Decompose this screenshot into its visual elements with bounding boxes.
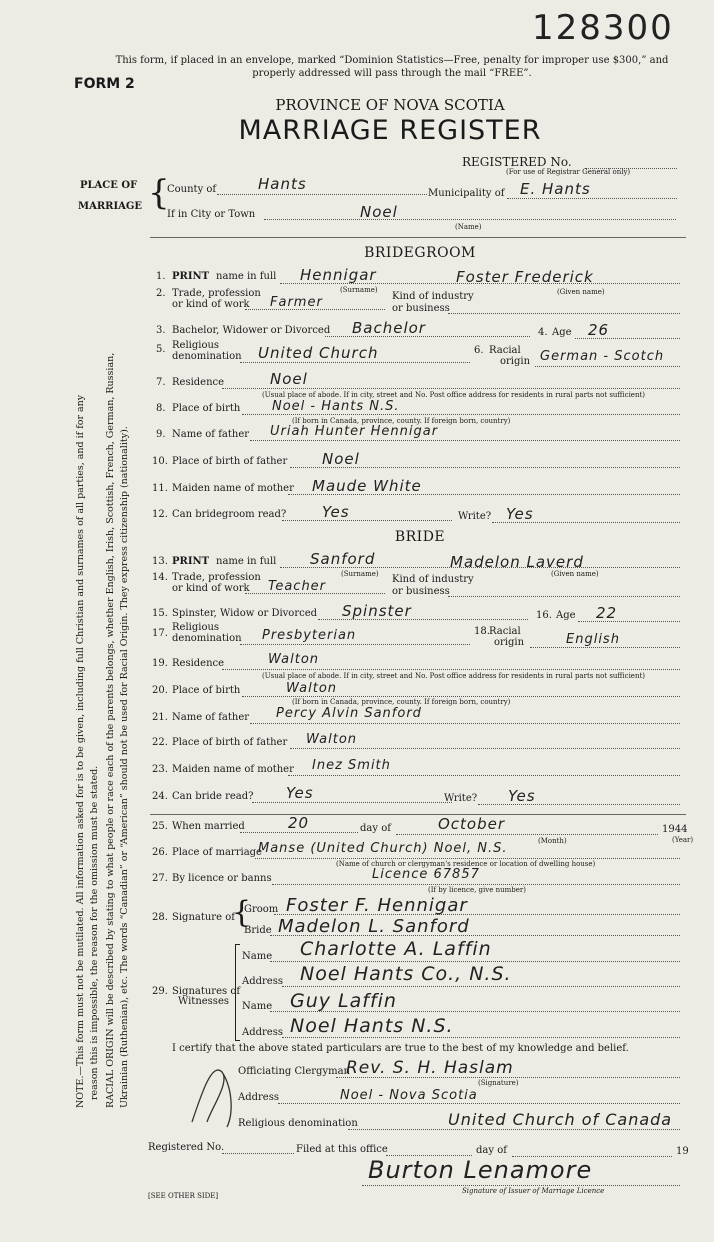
industry-label-b: or business [392,303,450,314]
write-label: Write? [444,793,478,804]
surname-note: (Surname) [340,286,378,294]
religion-label: Religious [172,340,220,351]
witnesses-label-b: Witnesses [178,996,229,1007]
groom-age: 26 [588,321,610,339]
print-label: PRINT [172,271,210,282]
marriage-year: 1944 [662,824,688,835]
industry-label: Kind of industry [392,574,474,585]
bride-read: Yes [286,784,314,802]
father-line [250,440,680,441]
clergy-label: Officiating Clergyman [238,1066,350,1077]
witness1-name-label: Name [242,951,273,962]
age-label: Age [552,327,572,338]
groom-trade: Farmer [270,295,323,310]
side-note-4: Ukrainian (Ruthenian), etc. The words “Canadian” or “American” should not be used for Racial Origin. They express citizenship (nationality). [119,426,130,1108]
month-note: (Month) [538,837,567,845]
field-num: 11. [152,483,168,494]
field-num: 24. [152,791,168,802]
trade-label-b: or kind of work [172,299,250,310]
clergy-address-line [278,1103,680,1104]
father-line [250,723,680,724]
bride-label: Bride [244,925,272,936]
mother-line [288,775,680,776]
bridegroom-heading: BRIDEGROOM [364,245,476,261]
flourish-mark [182,1052,242,1132]
groom-father-birth: Noel [322,450,360,468]
religion-label-b: denomination [172,633,242,644]
city-label: If in City or Town [167,209,256,220]
field-num: 18. [474,626,490,637]
marriage-month: October [438,815,506,833]
birth-line [242,414,680,415]
field-num: 20. [152,685,168,696]
status-label: Bachelor, Widower or Divorced [172,325,331,336]
field-num: 5. [156,344,166,355]
birth-line [242,696,680,697]
day-line [240,832,358,833]
footer-registered-label: Registered No. [148,1142,225,1153]
witnesses-label: Signatures of [172,986,241,997]
county-line [217,194,427,195]
footer-registered-line [222,1153,294,1154]
read-line [282,520,452,521]
given-note: (Given name) [551,570,599,578]
field-num: 15. [152,608,168,619]
residence-note: (Usual place of abode. If in city, street and No. Post office address for residents in rural parts not sufficient) [262,672,645,680]
field-num: 27. [152,873,168,884]
residence-line [222,669,680,670]
municipality-value: E. Hants [520,180,591,198]
field-num: 19. [152,658,168,669]
write-label: Write? [458,511,492,522]
industry-line [448,313,680,314]
bride-religion: Presbyterian [262,628,357,643]
groom-residence: Noel [270,370,308,388]
witness2-name: Guy Laffin [290,990,397,1012]
field-num: 6. [474,345,484,356]
bride-signature: Madelon L. Sanford [278,916,470,937]
father-birth-label: Place of birth of father [172,456,288,467]
mail-notice: This form, if placed in an envelope, marked “Dominion Statistics—Free, penalty for improper use $300,” and properly addressed will pass through the mail “FREE”. [115,55,669,79]
groom-read: Yes [322,503,350,521]
denomination-line [348,1129,680,1130]
mother-label: Maiden name of mother [172,764,294,775]
side-note-3: RACIAL ORIGIN will be described by stating to what people or race each of the parents belongs, whether English, Irish, Scottish, French, German, Russian, [105,352,116,1108]
place-line [255,858,680,859]
field-num: 7. [156,377,166,388]
signature-note: (Signature) [478,1079,519,1087]
read-label: Can bride read? [172,791,254,802]
witness1-name: Charlotte A. Laffin [300,938,492,960]
field-num: 28. [152,912,168,923]
bride-given: Madelon Laverd [450,553,584,571]
bride-father-birth: Walton [306,732,358,747]
registered-label: REGISTERED No. [462,155,572,169]
w1-name-line [270,961,680,962]
registrar-note: (For use of Registrar General only) [506,168,631,176]
w2-address-line [282,1037,680,1038]
witness1-address-label: Address [242,976,283,987]
racial-line [530,647,680,648]
w1-address-line [282,986,680,987]
field-num: 22. [152,737,168,748]
racial-label-b: origin [494,637,525,648]
witness2-address: Noel Hants N.S. [290,1015,454,1037]
licence-line [272,884,680,885]
marriage-place: Manse (United Church) Noel, N.S. [258,841,508,856]
bride-heading: BRIDE [394,529,446,545]
religion-label: Religious [172,622,220,633]
print-label: PRINT [172,556,210,567]
given-note: (Given name) [557,288,605,296]
witness1-address: Noel Hants Co., N.S. [300,963,512,985]
trade-label: Trade, profession [172,288,261,299]
field-num: 29. [152,986,168,997]
bride-racial: English [566,632,620,647]
municipality-label: Municipality of [428,188,505,199]
trade-label-b: or kind of work [172,583,250,594]
see-other-side: [SEE OTHER SIDE] [148,1192,219,1200]
mother-label: Maiden name of mother [172,483,294,494]
birth-label: Place of birth [172,685,241,696]
register-number: 128300 [532,8,674,48]
footer-day-label: day of [476,1145,507,1156]
witness-bracket [235,944,240,1041]
denomination-label: Religious denomination [238,1118,358,1129]
trade-label: Trade, profession [172,572,261,583]
place-note: (Name of church or clergyman's residence or location of dwelling house) [336,860,596,868]
divider [150,237,686,238]
field-num: 16. [536,610,552,621]
side-note-1: NOTE.—This form must not be mutilated. All information asked for is to be given, including full Christian and surnames of all parties, and if for any [75,394,86,1108]
residence-label: Residence [172,658,225,669]
residence-label: Residence [172,377,225,388]
issuer-note: Signature of Issuer of Marriage Licence [462,1187,605,1195]
name-note: (Name) [455,223,482,231]
when-label: When married [172,821,245,832]
divider [150,814,686,815]
father-label: Name of father [172,712,250,723]
religion-line [240,362,470,363]
field-num: 3. [156,325,166,336]
groom-signature: Foster F. Hennigar [286,895,468,916]
municipality-line [507,198,677,199]
place-of-marriage-label: Place of marriage [172,847,262,858]
birth-note: (If born in Canada, province, county. If foreign born, country) [292,698,511,706]
father-birth-label: Place of birth of father [172,737,288,748]
groom-given: Foster Frederick [456,268,594,286]
racial-label-b: origin [500,356,531,367]
field-num: 10. [152,456,168,467]
birth-label: Place of birth [172,403,241,414]
groom-write: Yes [506,505,534,523]
residence-line [222,388,680,389]
groom-racial: German - Scotch [540,349,665,364]
city-value: Noel [360,203,398,221]
licence-note: (If by licence, give number) [428,886,526,894]
field-num: 25. [152,821,168,832]
age-line [578,621,680,622]
age-label: Age [556,610,576,621]
field-num: 17. [152,628,168,639]
side-note-2: reason this is impossible, the reason for the omission must be stated. [89,765,100,1100]
year-note: (Year) [672,836,694,844]
field-num: 14. [152,572,168,583]
bride-trade: Teacher [268,579,327,594]
surname-note: (Surname) [341,570,379,578]
form-label: FORM 2 [74,76,135,92]
father-label: Name of father [172,429,250,440]
field-num: 23. [152,764,168,775]
bride-write: Yes [508,787,536,805]
city-line [264,219,676,220]
bride-residence: Walton [268,652,320,667]
place-brace: { [148,173,170,213]
signature-label: Signature of [172,912,235,923]
bride-mother: Inez Smith [312,758,391,773]
filed-label: Filed at this office [296,1144,388,1155]
field-num: 4. [538,327,548,338]
racial-label: Racial [489,626,521,637]
month-line [396,834,658,835]
status-label: Spinster, Widow or Divorced [172,608,318,619]
field-num: 1. [156,271,166,282]
bride-birth: Walton [286,681,338,696]
county-value: Hants [258,175,307,193]
marriage-day: 20 [288,814,310,832]
groom-religion: United Church [258,344,379,362]
residence-note: (Usual place of abode. If in city, street and No. Post office address for residents in rural parts not sufficient) [262,391,645,399]
province-title: PROVINCE OF NOVA SCOTIA [275,96,505,114]
groom-status: Bachelor [352,319,426,337]
footer-year-label: 19 [676,1146,689,1157]
place-label-1: PLACE OF [80,180,138,191]
issuer-line [362,1185,680,1186]
industry-label-b: or business [392,586,450,597]
bride-father: Percy Alvin Sanford [276,706,422,721]
day-of-label: day of [360,823,391,834]
bride-age: 22 [596,604,618,622]
issuer-signature: Burton Lenamore [368,1156,593,1184]
bride-status: Spinster [342,602,412,620]
father-birth-line [290,748,680,749]
groom-birth: Noel - Hants N.S. [272,399,400,414]
groom-label: Groom [244,904,279,915]
field-num: 21. [152,712,168,723]
clergy-address-label: Address [238,1092,279,1103]
certify-text: I certify that the above stated particulars are true to the best of my knowledge and belief. [172,1043,629,1054]
signature-brace: { [232,895,252,930]
read-line [252,802,452,803]
industry-line [448,596,680,597]
bride-surname: Sanford [310,550,376,568]
groom-father: Uriah Hunter Hennigar [270,424,439,439]
page-title: MARRIAGE REGISTER [238,115,542,146]
denomination-value: United Church of Canada [448,1110,673,1129]
field-num: 8. [156,403,166,414]
witness2-name-label: Name [242,1001,273,1012]
licence-value: Licence 67857 [372,867,480,882]
clergy-address: Noel - Nova Scotia [340,1088,478,1103]
field-num: 2. [156,288,166,299]
licence-label: By licence or banns [172,873,272,884]
field-num: 12. [152,509,168,520]
name-label: name in full [216,271,277,282]
industry-label: Kind of industry [392,291,474,302]
religion-line [240,644,470,645]
field-num: 26. [152,847,168,858]
racial-line [535,366,680,367]
name-label: name in full [216,556,277,567]
groom-mother: Maude White [312,477,422,495]
birth-note: (If born in Canada, province, county. If foreign born, country) [292,417,511,425]
place-label-2: MARRIAGE [78,201,143,212]
field-num: 13. [152,556,168,567]
groom-surname: Hennigar [300,266,377,284]
county-label: County of [167,184,217,195]
field-num: 9. [156,429,166,440]
read-label: Can bridegroom read? [172,509,287,520]
religion-label-b: denomination [172,351,242,362]
witness2-address-label: Address [242,1027,283,1038]
clergy-signature: Rev. S. H. Haslam [346,1058,514,1078]
racial-label: Racial [489,345,521,356]
